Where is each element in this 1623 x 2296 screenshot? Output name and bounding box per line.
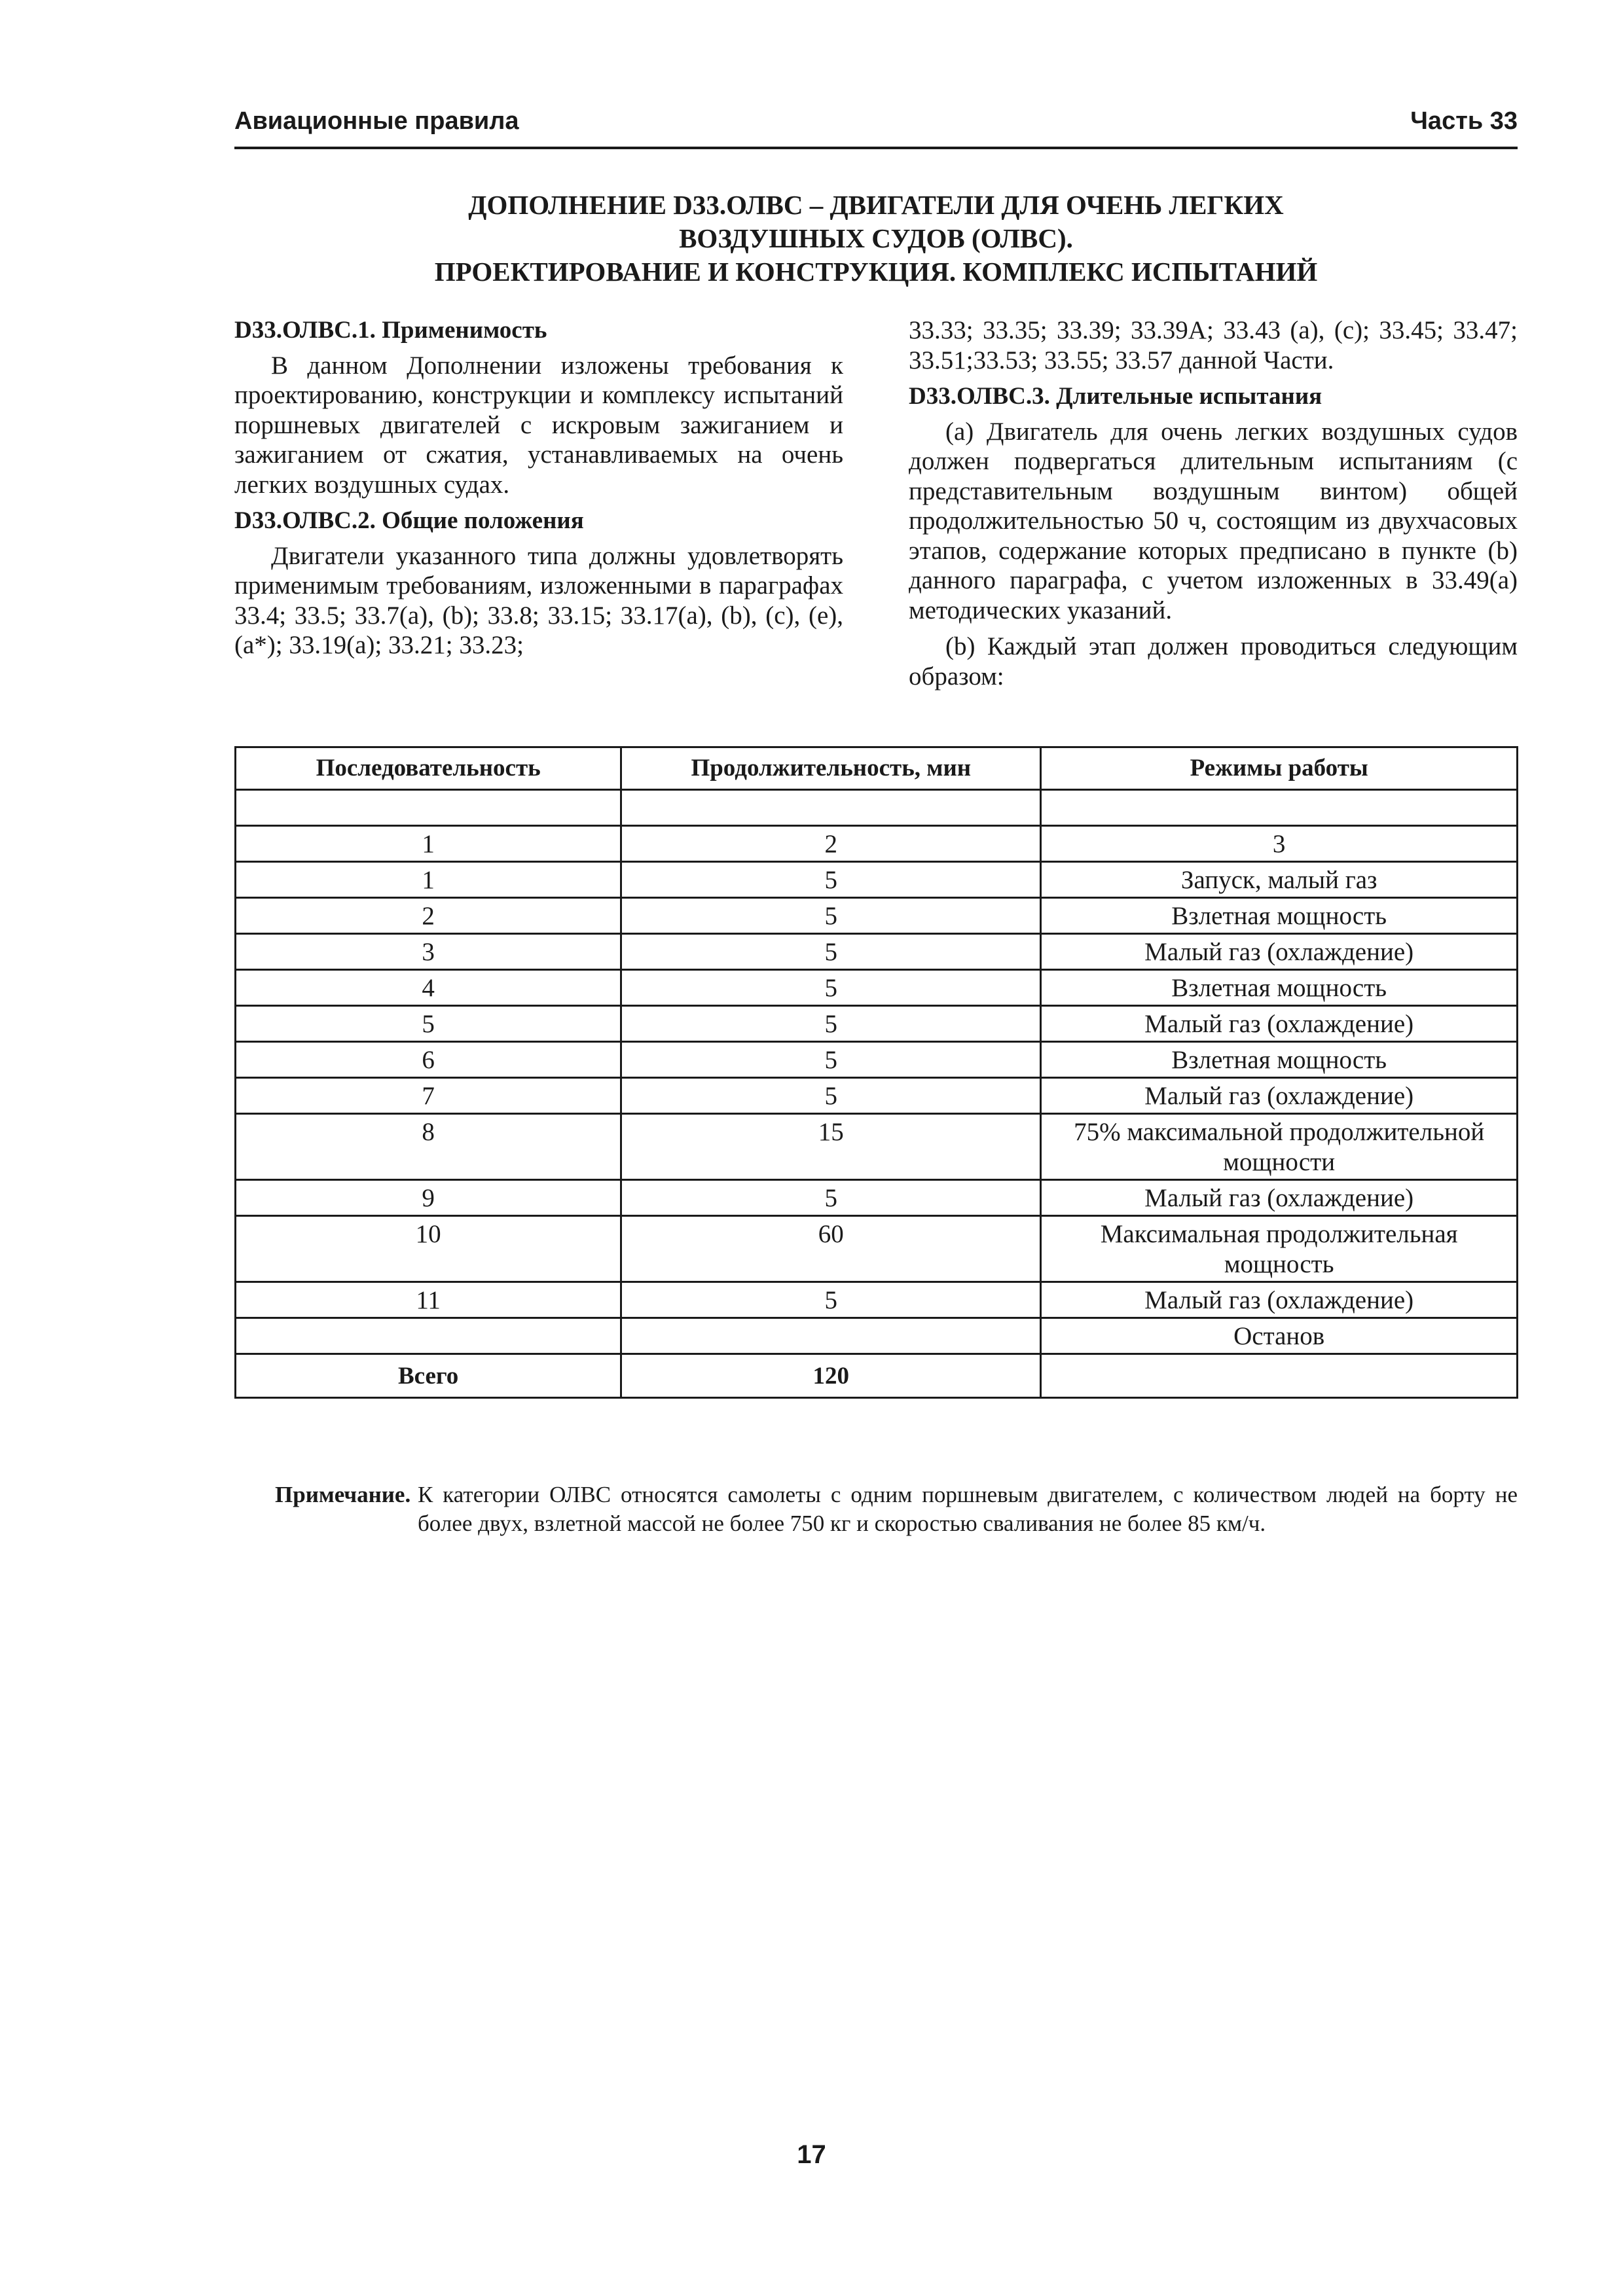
- table-cell: [236, 1318, 621, 1354]
- table-row: [236, 1006, 1518, 1042]
- header-publication-title: Авиационные правила: [234, 107, 519, 135]
- paragraph-general-continued: 33.33; 33.35; 33.39; 33.39A; 33.43 (a), (c); 33.45; 33.47; 33.51;33.53; 33.55; 33.57 данной Части.: [909, 316, 1518, 374]
- table-row: [236, 970, 1518, 1006]
- table-cell: [621, 1318, 1041, 1354]
- table-cell: 10: [236, 1216, 621, 1282]
- table-cell: 1: [236, 826, 621, 862]
- page-number: 17: [797, 2140, 826, 2169]
- table-cell: 3: [236, 934, 621, 970]
- table-cell: 4: [236, 970, 621, 1006]
- table-cell: 9: [236, 1180, 621, 1216]
- column-header-sequence: Последовательность: [236, 747, 621, 790]
- table-total-row: [236, 1354, 1518, 1398]
- table-cell: 75% максимальной продолжительной мощности: [1041, 1114, 1518, 1180]
- table-row: [236, 1282, 1518, 1318]
- table-cell: 5: [621, 1180, 1041, 1216]
- table-cell: 2: [236, 898, 621, 934]
- title-line: ДОПОЛНЕНИЕ D33.ОЛВС – ДВИГАТЕЛИ ДЛЯ ОЧЕНЬ ЛЕГКИХ: [468, 190, 1284, 220]
- table-cell: 1: [236, 862, 621, 898]
- table-cell: 7: [236, 1078, 621, 1114]
- table-cell: 60: [621, 1216, 1041, 1282]
- total-duration-cell: 120: [621, 1354, 1041, 1398]
- table-row: [236, 934, 1518, 970]
- running-header: [234, 105, 1518, 149]
- total-label-cell: Всего: [236, 1354, 621, 1398]
- table-cell: Взлетная мощность: [1041, 898, 1518, 934]
- table-cell: Малый газ (охлаждение): [1041, 1006, 1518, 1042]
- table-row: [236, 1114, 1518, 1180]
- title-line: ВОЗДУШНЫХ СУДОВ (ОЛВС).: [679, 223, 1073, 253]
- table-cell: Останов: [1041, 1318, 1518, 1354]
- table-column-numbering-row: [236, 826, 1518, 862]
- table-cell: [236, 790, 621, 826]
- table-cell: 15: [621, 1114, 1041, 1180]
- table-cell: Малый газ (охлаждение): [1041, 1078, 1518, 1114]
- table-row: [236, 1180, 1518, 1216]
- table-cell: Максимальная продолжительная мощность: [1041, 1216, 1518, 1282]
- table-cell: 5: [621, 1006, 1041, 1042]
- header-part-number: Часть 33: [1410, 107, 1518, 135]
- table-cell: Запуск, малый газ: [1041, 862, 1518, 898]
- table-cell: 5: [621, 1042, 1041, 1078]
- table-cell: 11: [236, 1282, 621, 1318]
- section-heading-applicability: D33.ОЛВС.1. Применимость: [234, 317, 547, 344]
- table-cell: 8: [236, 1114, 621, 1180]
- table-row: [236, 862, 1518, 898]
- table-cell: 2: [621, 826, 1041, 862]
- document-title: [234, 188, 1518, 289]
- table-cell: Взлетная мощность: [1041, 1042, 1518, 1078]
- table-row: [236, 1078, 1518, 1114]
- title-line: ПРОЕКТИРОВАНИЕ И КОНСТРУКЦИЯ. КОМПЛЕКС ИСПЫТАНИЙ: [434, 257, 1318, 287]
- table-empty-row: [236, 790, 1518, 826]
- table-cell: Малый газ (охлаждение): [1041, 934, 1518, 970]
- table-row: [236, 1216, 1518, 1282]
- table-cell: Взлетная мощность: [1041, 970, 1518, 1006]
- table-cell: 5: [621, 970, 1041, 1006]
- text-column-left: [234, 315, 843, 667]
- total-empty-cell: [1041, 1354, 1518, 1398]
- column-header-operating-mode: Режимы работы: [1041, 747, 1518, 790]
- footnote-text: К категории ОЛВС относятся самолеты с одним поршневым двигателем, с количеством людей на борту не более двух, взлетной массой не более 750 кг и скоростью сваливания не более 85 км/ч.: [418, 1482, 1518, 1536]
- footnote-label: Примечание.: [275, 1482, 411, 1507]
- table-cell: 5: [621, 934, 1041, 970]
- section-heading-endurance-tests: D33.ОЛВС.3. Длительные испытания: [909, 383, 1322, 410]
- table-row: [236, 898, 1518, 934]
- paragraph-general: Двигатели указанного типа должны удовлетворять применимым требованиям, изложенными в параграфах 33.4; 33.5; 33.7(a), (b); 33.8; 33.15; 33.17(a), (b), (c), (e), (a*); 33.19(a); 33.21; 33.23;: [234, 541, 843, 659]
- table-cell: 3: [1041, 826, 1518, 862]
- section-heading-general: D33.ОЛВС.2. Общие положения: [234, 507, 584, 534]
- table-cell: 5: [621, 1282, 1041, 1318]
- paragraph-endurance-a: (a) Двигатель для очень легких воздушных судов должен подвергаться длительным испытаниям (с представительным воздушным винтом) общей продолжительностью 50 ч, состоящим из двухчасовых этапов, содержание которых предписано в пункте (b) данного параграфа, с учетом изложенных в 33.49(a) методических указаний.: [909, 417, 1518, 624]
- table-cell: 5: [621, 862, 1041, 898]
- table-row: [236, 1318, 1518, 1354]
- table-cell: 5: [621, 898, 1041, 934]
- table-cell: Малый газ (охлаждение): [1041, 1282, 1518, 1318]
- column-header-duration: Продолжительность, мин: [621, 747, 1041, 790]
- table-cell: [621, 790, 1041, 826]
- text-column-right: [909, 315, 1518, 698]
- paragraph-applicability: В данном Дополнении изложены требования к проектированию, конструкции и комплексу испытаний поршневых двигателей с искровым зажиганием и зажиганием от сжатия, устанавливаемых на очень легких воздушных судах.: [234, 351, 843, 499]
- table-cell: 5: [621, 1078, 1041, 1114]
- table-cell: Малый газ (охлаждение): [1041, 1180, 1518, 1216]
- table-cell: [1041, 790, 1518, 826]
- table-cell: 5: [236, 1006, 621, 1042]
- table-row: [236, 1042, 1518, 1078]
- table-cell: 6: [236, 1042, 621, 1078]
- paragraph-endurance-b: (b) Каждый этап должен проводиться следующим образом:: [909, 632, 1518, 691]
- table-header-row: [236, 747, 1518, 790]
- test-stage-table: [234, 746, 1518, 1399]
